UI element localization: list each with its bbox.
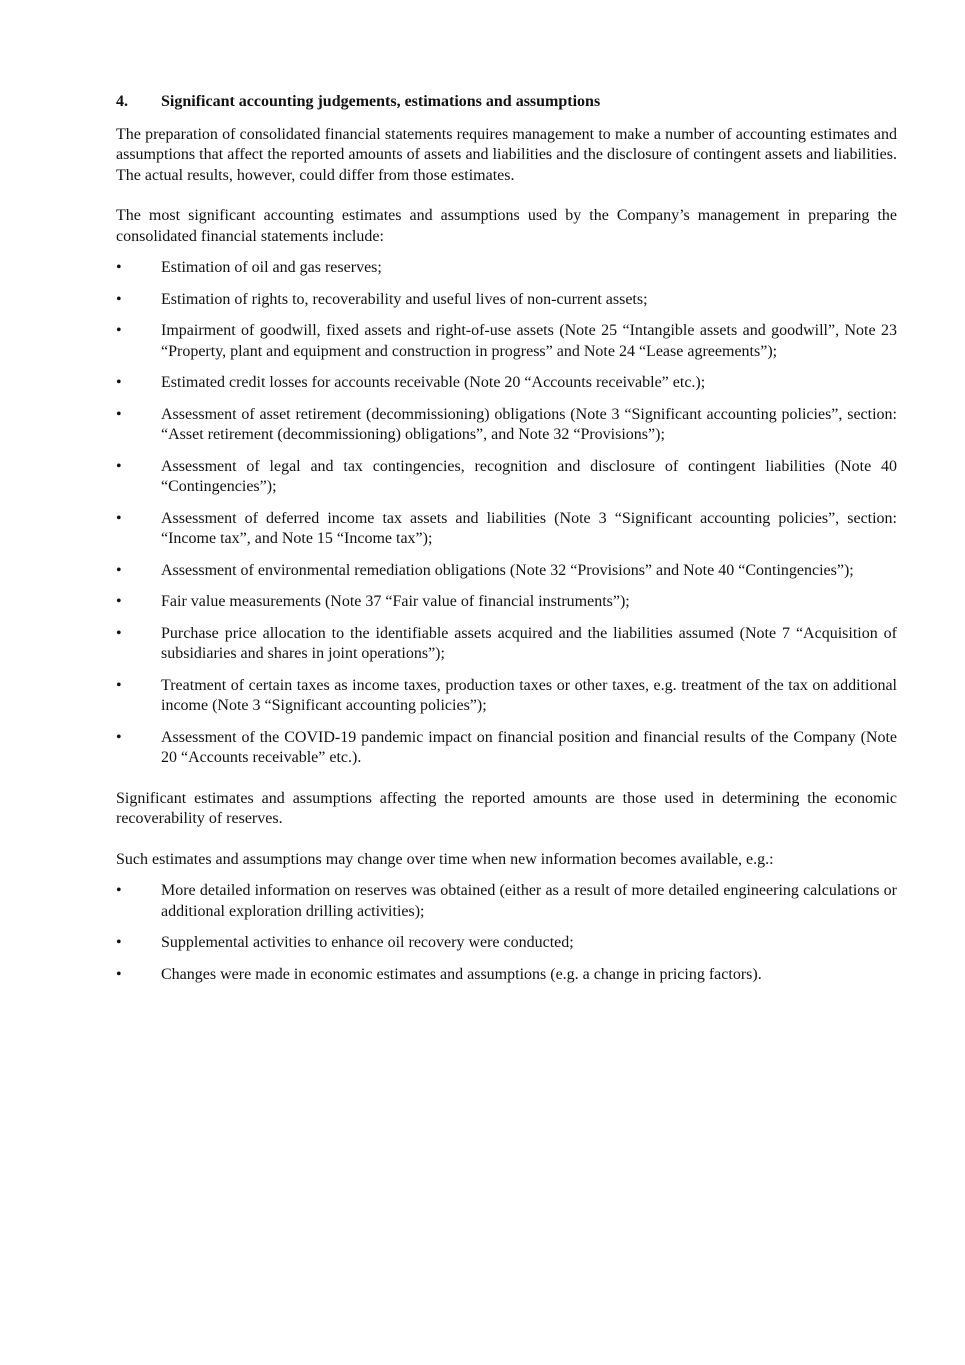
list-item-text: Purchase price allocation to the identifiable assets acquired and the liabilities assumed (Note 7 “Acquisition of subsidiaries and shares in joint operations”); [161,624,897,662]
bullet-icon: • [116,965,122,983]
list-item [116,965,897,986]
recoverability-paragraph: Significant estimates and assumptions affecting the reported amounts are those used in determining the economic recoverability of reserves. [116,789,897,827]
list-item [116,676,897,717]
list-item [116,624,897,665]
list-item [116,258,897,279]
list-item-text: Treatment of certain taxes as income taxes, production taxes or other taxes, e.g. treatment of the tax on additional income (Note 3 “Significant accounting policies”); [161,676,897,714]
bullet-icon: • [116,405,122,423]
list-item-text: Supplemental activities to enhance oil recovery were conducted; [161,934,574,951]
list-item [116,509,897,550]
bullet-icon: • [116,290,122,308]
list-item [116,405,897,446]
changes-lead-paragraph: Such estimates and assumptions may change over time when new information becomes available, e.g.: [116,850,774,868]
bullet-icon: • [116,322,122,339]
estimates-lead-paragraph: The most significant accounting estimates and assumptions used by the Company’s management in preparing the consolidated financial statements include: [116,207,897,245]
list-item-text: Assessment of the COVID-19 pandemic impact on financial position and financial results of the Company (Note 20 “Accounts receivable” etc.). [161,728,897,766]
bullet-icon: • [116,593,122,610]
list-item-text: Changes were made in economic estimates and assumptions (e.g. a change in pricing factors). [161,965,762,983]
intro-paragraph: The preparation of consolidated financial statements requires management to make a number of accounting estimates and assumptions that affect the reported amounts of assets and liabilities and the disclosure of contingent assets and liabilities. The actual results, however, could differ from those estimates. [116,125,897,184]
list-item [116,457,897,498]
bullet-icon: • [116,561,122,579]
list-item-text: More detailed information on reserves was obtained (either as a result of more detailed engineering calculations or additional exploration drilling activities); [161,882,897,920]
section-number: 4. [116,93,128,110]
bullet-icon: • [116,882,122,899]
list-item-text: Assessment of asset retirement (decommissioning) obligations (Note 3 “Significant accounting policies”, section: “Asset retirement (decommissioning) obligations”, and Note 32 “Provisions”); [161,405,897,443]
bullet-icon: • [116,509,122,527]
list-item [116,321,897,362]
changes-list [116,881,897,985]
list-item-text: Estimation of rights to, recoverability and useful lives of non-current assets; [161,290,648,308]
list-item-text: Assessment of environmental remediation obligations (Note 32 “Provisions” and Note 40 “Contingencies”); [161,561,854,579]
list-item [116,728,897,769]
list-item-text: Estimated credit losses for accounts receivable (Note 20 “Accounts receivable” etc.); [161,374,706,391]
list-item [116,933,897,954]
list-item-text: Fair value measurements (Note 37 “Fair value of financial instruments”); [161,593,630,610]
section-heading [116,92,897,113]
list-item-text: Assessment of deferred income tax assets and liabilities (Note 3 “Significant accounting policies”, section: “Income tax”, and Note 15 “Income tax”); [161,509,897,547]
bullet-icon: • [116,934,122,951]
list-item [116,881,897,922]
list-item-text: Impairment of goodwill, fixed assets and right-of-use assets (Note 25 “Intangible assets and goodwill”, Note 23 “Property, plant and equipment and construction in progress” and Note 24 “Lease agreements”); [161,322,897,360]
document-page [116,92,897,1005]
list-item [116,290,897,311]
estimates-list [116,258,897,769]
section-title: Significant accounting judgements, estimations and assumptions [161,93,601,110]
bullet-icon: • [116,374,122,391]
bullet-icon: • [116,259,122,276]
bullet-icon: • [116,676,122,694]
list-item [116,373,897,394]
list-item [116,561,897,582]
bullet-icon: • [116,624,122,642]
list-item-text: Assessment of legal and tax contingencies, recognition and disclosure of contingent liabilities (Note 40 “Contingencies”); [161,457,897,495]
list-item-text: Estimation of oil and gas reserves; [161,259,382,276]
list-item [116,592,897,613]
bullet-icon: • [116,457,122,475]
bullet-icon: • [116,728,122,746]
